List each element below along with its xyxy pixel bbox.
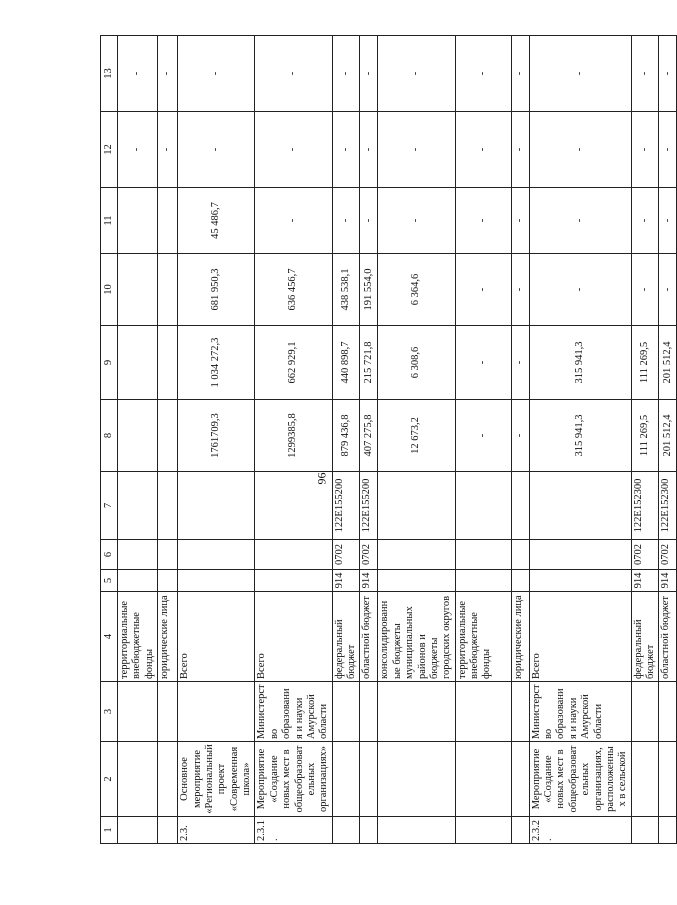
table-cell-c6: [455, 540, 511, 570]
table-row: [178, 36, 255, 844]
table-row: [118, 36, 158, 844]
table-cell-c5: [378, 570, 455, 592]
table-cell-c2: [118, 742, 158, 817]
table-cell-c3: [378, 682, 455, 742]
table-cell-c12: -: [455, 112, 511, 188]
header-cell: 4: [101, 592, 118, 682]
table-cell-c8: -: [455, 400, 511, 472]
table-cell-c9: 662 929,1: [255, 326, 332, 400]
header-cell: 2: [101, 742, 118, 817]
table-cell-c11: -: [360, 188, 378, 254]
table-cell-c12: -: [378, 112, 455, 188]
table-cell-c5: [455, 570, 511, 592]
table-cell-c8: 111 269,5: [631, 400, 659, 472]
table-cell-c10: -: [631, 254, 659, 326]
table-cell-c9: [158, 326, 178, 400]
table-cell-c13: -: [511, 36, 529, 112]
table-cell-c6: [255, 540, 332, 570]
table-cell-c10: 636 456,7: [255, 254, 332, 326]
table-cell-c9: 215 721,8: [360, 326, 378, 400]
table-cell-c3: [118, 682, 158, 742]
table-cell-c1: [158, 817, 178, 844]
table-cell-c5: 914: [332, 570, 360, 592]
header-cell: 5: [101, 570, 118, 592]
table-cell-c7: [118, 472, 158, 540]
table-row: [332, 36, 360, 844]
table-cell-c2: [158, 742, 178, 817]
table-cell-c9: 315 941,3: [529, 326, 631, 400]
table-cell-c9: 6 308,6: [378, 326, 455, 400]
table-cell-c4: Всего: [178, 592, 255, 682]
table-cell-c4: Всего: [529, 592, 631, 682]
table-cell-c4: федеральный бюджет: [332, 592, 360, 682]
budget-table: [100, 35, 677, 844]
header-cell: 3: [101, 682, 118, 742]
table-cell-c10: 191 554,0: [360, 254, 378, 326]
table-cell-c1: [455, 817, 511, 844]
table-cell-c6: [529, 540, 631, 570]
table-cell-c3: [158, 682, 178, 742]
table-cell-c3: [178, 682, 255, 742]
table-cell-c7: [455, 472, 511, 540]
table-cell-c13: -: [455, 36, 511, 112]
table-cell-c3: [455, 682, 511, 742]
table-cell-c5: [255, 570, 332, 592]
table-cell-c8: 1761709,3: [178, 400, 255, 472]
table-cell-c2: [631, 742, 659, 817]
table-cell-c12: -: [529, 112, 631, 188]
header-cell: 6: [101, 540, 118, 570]
table-cell-c10: -: [529, 254, 631, 326]
table-cell-c2: [378, 742, 455, 817]
table-cell-c9: 440 898,7: [332, 326, 360, 400]
table-cell-c8: 879 436,8: [332, 400, 360, 472]
table-cell-c5: [178, 570, 255, 592]
table-cell-c6: [178, 540, 255, 570]
table-cell-c4: территориальные внебюджетные фонды: [118, 592, 158, 682]
table-cell-c9: 111 269,5: [631, 326, 659, 400]
table-cell-c12: -: [178, 112, 255, 188]
table-cell-c1: [360, 817, 378, 844]
table-cell-c4: областной бюджет: [360, 592, 378, 682]
table-cell-c11: [118, 188, 158, 254]
table-cell-c13: -: [332, 36, 360, 112]
table-cell-c7: [255, 472, 332, 540]
table-cell-c11: [158, 188, 178, 254]
table-row: [158, 36, 178, 844]
table-cell-c6: [378, 540, 455, 570]
header-cell: 8: [101, 400, 118, 472]
table-cell-c10: 6 364,6: [378, 254, 455, 326]
table-row: [360, 36, 378, 844]
table-cell-c2: Мероприятие «Создание новых мест в общеобразовательных организациях, расположенных в сельской: [529, 742, 631, 817]
table-cell-c3: [511, 682, 529, 742]
table-cell-c12: -: [332, 112, 360, 188]
table-cell-c11: -: [511, 188, 529, 254]
header-cell: 9: [101, 326, 118, 400]
table-cell-c12: -: [360, 112, 378, 188]
table-cell-c13: -: [118, 36, 158, 112]
table-cell-c9: -: [511, 326, 529, 400]
table-row: [255, 36, 332, 844]
table-cell-c1: [118, 817, 158, 844]
header-cell: 11: [101, 188, 118, 254]
table-cell-c3: [631, 682, 659, 742]
table-cell-c4: федеральный бюджет: [631, 592, 659, 682]
table-cell-c3: [332, 682, 360, 742]
table-cell-c12: -: [158, 112, 178, 188]
table-cell-c5: [118, 570, 158, 592]
table-cell-c7: 122E155200: [360, 472, 378, 540]
table-cell-c6: 0702: [332, 540, 360, 570]
table-cell-c13: -: [255, 36, 332, 112]
table-cell-c13: -: [158, 36, 178, 112]
table-cell-c1: [511, 817, 529, 844]
table-cell-c7: [511, 472, 529, 540]
header-cell: 12: [101, 112, 118, 188]
table-cell-c10: 681 950,3: [178, 254, 255, 326]
table-cell-c4: территориальные внебюджетные фонды: [455, 592, 511, 682]
table-cell-c5: [158, 570, 178, 592]
table-row: [455, 36, 511, 844]
table-cell-c8: [118, 400, 158, 472]
table-cell-c2: [659, 742, 677, 817]
table-cell-c10: 438 538,1: [332, 254, 360, 326]
header-row: [101, 36, 118, 844]
table-cell-c5: [511, 570, 529, 592]
table-cell-c7: [178, 472, 255, 540]
table-cell-c12: -: [255, 112, 332, 188]
table-cell-c7: 122E152300: [631, 472, 659, 540]
table-cell-c11: -: [659, 188, 677, 254]
table-row: [529, 36, 631, 844]
table-cell-c1: [378, 817, 455, 844]
table-cell-c5: 914: [360, 570, 378, 592]
table-cell-c11: -: [255, 188, 332, 254]
rotated-table-wrapper: [100, 36, 673, 844]
table-cell-c11: -: [631, 188, 659, 254]
table-cell-c4: консолидированные бюджеты муниципальных районов и бюджеты городских округов: [378, 592, 455, 682]
table-cell-c3: [659, 682, 677, 742]
table-cell-c5: 914: [631, 570, 659, 592]
table-row: [659, 36, 677, 844]
table-cell-c2: [455, 742, 511, 817]
table-cell-c13: -: [631, 36, 659, 112]
table-cell-c6: [158, 540, 178, 570]
table-cell-c12: -: [118, 112, 158, 188]
table-cell-c10: -: [455, 254, 511, 326]
table-cell-c9: -: [455, 326, 511, 400]
table-cell-c6: [118, 540, 158, 570]
table-cell-c2: [511, 742, 529, 817]
table-cell-c7: [158, 472, 178, 540]
table-cell-c7: [529, 472, 631, 540]
table-cell-c7: [378, 472, 455, 540]
table-cell-c13: -: [178, 36, 255, 112]
table-row: [378, 36, 455, 844]
table-cell-c4: юридические лица: [158, 592, 178, 682]
table-cell-c1: [332, 817, 360, 844]
table-cell-c12: -: [511, 112, 529, 188]
table-cell-c4: областной бюджет: [659, 592, 677, 682]
table-cell-c13: -: [360, 36, 378, 112]
table-cell-c3: Министерство образования и науки Амурской области: [529, 682, 631, 742]
table-cell-c7: 122E152300: [659, 472, 677, 540]
table-cell-c1: 2.3.: [178, 817, 255, 844]
header-cell: 13: [101, 36, 118, 112]
table-cell-c1: [659, 817, 677, 844]
table-cell-c7: 122E155200: [332, 472, 360, 540]
header-cell: 1: [101, 817, 118, 844]
table-cell-c11: -: [529, 188, 631, 254]
header-cell: 10: [101, 254, 118, 326]
table-cell-c6: 0702: [631, 540, 659, 570]
table-cell-c12: -: [659, 112, 677, 188]
table-cell-c10: [118, 254, 158, 326]
table-cell-c1: 2.3.1.: [255, 817, 332, 844]
table-cell-c9: [118, 326, 158, 400]
table-cell-c8: 201 512,4: [659, 400, 677, 472]
table-cell-c1: [631, 817, 659, 844]
table-cell-c11: -: [378, 188, 455, 254]
table-cell-c8: 1299385,8: [255, 400, 332, 472]
table-cell-c11: -: [332, 188, 360, 254]
table-cell-c10: -: [511, 254, 529, 326]
table-cell-c2: Мероприятие «Создание новых мест в общеобразовательных организациях»: [255, 742, 332, 817]
table-cell-c10: [158, 254, 178, 326]
table-cell-c13: -: [378, 36, 455, 112]
table-cell-c2: [360, 742, 378, 817]
table-cell-c8: 315 941,3: [529, 400, 631, 472]
table-cell-c11: -: [455, 188, 511, 254]
table-cell-c10: -: [659, 254, 677, 326]
header-cell: 7: [101, 472, 118, 540]
table-cell-c8: 12 673,2: [378, 400, 455, 472]
table-cell-c3: Министерство образования и науки Амурской области: [255, 682, 332, 742]
table-cell-c2: Основное мероприятие «Региональный проект «Современная школа»: [178, 742, 255, 817]
table-cell-c4: Всего: [255, 592, 332, 682]
table-cell-c6: [511, 540, 529, 570]
table-cell-c4: юридические лица: [511, 592, 529, 682]
table-cell-c3: [360, 682, 378, 742]
table-cell-c6: 0702: [659, 540, 677, 570]
table-cell-c5: [529, 570, 631, 592]
table-row: [511, 36, 529, 844]
table-cell-c5: 914: [659, 570, 677, 592]
table-cell-c8: [158, 400, 178, 472]
table-cell-c2: [332, 742, 360, 817]
table-cell-c8: -: [511, 400, 529, 472]
table-cell-c1: 2.3.2.: [529, 817, 631, 844]
table-cell-c9: 1 034 272,3: [178, 326, 255, 400]
table-cell-c12: -: [631, 112, 659, 188]
table-cell-c8: 407 275,8: [360, 400, 378, 472]
table-cell-c11: 45 486,7: [178, 188, 255, 254]
table-row: [631, 36, 659, 844]
table-cell-c6: 0702: [360, 540, 378, 570]
page-number: 96: [314, 472, 329, 485]
table-cell-c9: 201 512,4: [659, 326, 677, 400]
table-cell-c13: -: [659, 36, 677, 112]
table-cell-c13: -: [529, 36, 631, 112]
